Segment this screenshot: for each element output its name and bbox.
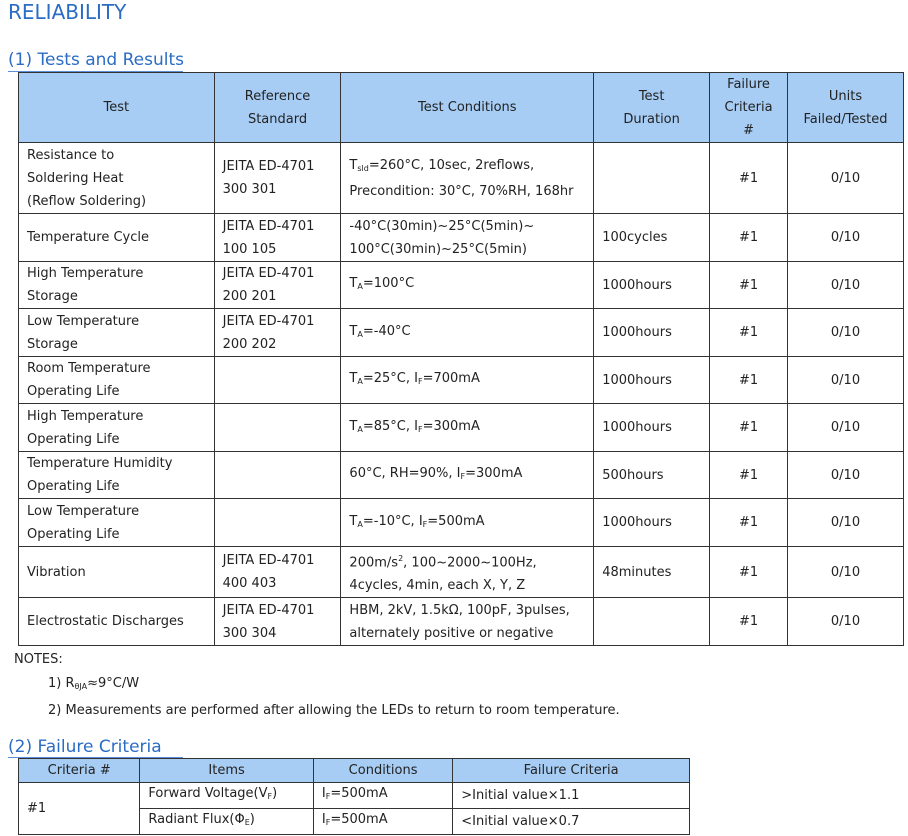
units-failed-tested: 0/10 bbox=[788, 357, 904, 404]
test-conditions: $T_A=100^\circ C$ bbox=[341, 262, 594, 309]
reference-standard bbox=[214, 452, 341, 499]
reference-standard: JEITA ED-4701 300 304 bbox=[214, 598, 341, 646]
test-conditions: HBM, 2kV, 1.5kΩ, 100pF, 3pulses, alternately positive or negative bbox=[341, 598, 594, 646]
test-name: Temperature Humidity Operating Life bbox=[19, 452, 215, 499]
test-name: Low Temperature Operating Life bbox=[19, 499, 215, 547]
table-row bbox=[19, 214, 904, 262]
test-conditions: $200m/s^2$, 100~2000~100Hz, 4cycles, 4min, each X, Y, Z bbox=[341, 547, 594, 598]
test-conditions: $T_{sld}=260^\circ C$, 10sec, 2reflows, Precondition: 30°C, 70%RH, 168hr bbox=[341, 143, 594, 214]
test-duration: 1000hours bbox=[594, 357, 710, 404]
test-duration: 100cycles bbox=[594, 214, 710, 262]
units-failed-tested: 0/10 bbox=[788, 143, 904, 214]
test-name: Resistance to Soldering Heat (Reflow Soldering) bbox=[19, 143, 215, 214]
test-name: Vibration bbox=[19, 547, 215, 598]
header-failure-criteria: Failure Criteria # bbox=[710, 73, 788, 143]
reference-standard bbox=[214, 404, 341, 452]
table-row bbox=[19, 452, 904, 499]
page-title: RELIABILITY bbox=[8, 0, 127, 24]
section-heading-tests: (1) Tests and Results bbox=[8, 50, 184, 70]
failure-criteria: #1 bbox=[710, 404, 788, 452]
units-failed-tested: 0/10 bbox=[788, 214, 904, 262]
test-name: High Temperature Storage bbox=[19, 262, 215, 309]
reference-standard: JEITA ED-4701 300 301 bbox=[214, 143, 341, 214]
table-row bbox=[19, 357, 904, 404]
test-name: Room Temperature Operating Life bbox=[19, 357, 215, 404]
header-conditions: Conditions bbox=[313, 759, 452, 783]
header-test-duration: Test Duration bbox=[594, 73, 710, 143]
test-name: Electrostatic Discharges bbox=[19, 598, 215, 646]
table-row bbox=[19, 547, 904, 598]
test-duration: 48minutes bbox=[594, 547, 710, 598]
test-duration: 1000hours bbox=[594, 499, 710, 547]
header-failure: Failure Criteria bbox=[453, 759, 690, 783]
test-duration: 1000hours bbox=[594, 262, 710, 309]
units-failed-tested: 0/10 bbox=[788, 499, 904, 547]
test-conditions: -40°C(30min)~25°C(5min)~ 100°C(30min)~25°C(5min) bbox=[341, 214, 594, 262]
failure-criteria: #1 bbox=[710, 143, 788, 214]
header-test: Test bbox=[19, 73, 215, 143]
test-name: Low Temperature Storage bbox=[19, 309, 215, 357]
tests-results-table bbox=[18, 72, 904, 646]
failure-criteria: #1 bbox=[710, 262, 788, 309]
test-conditions: $T_A=25^\circ C$, $I_F=700mA$ bbox=[341, 357, 594, 404]
notes-label: NOTES: bbox=[14, 652, 63, 667]
reference-standard: JEITA ED-4701 200 201 bbox=[214, 262, 341, 309]
table-row bbox=[19, 309, 904, 357]
item: Forward $Voltage(V_F)$ bbox=[140, 783, 314, 809]
test-name: Temperature Cycle bbox=[19, 214, 215, 262]
notes-block bbox=[14, 648, 620, 723]
reference-standard bbox=[214, 357, 341, 404]
test-duration: 500hours bbox=[594, 452, 710, 499]
test-conditions: 60°C, RH=90%, $I_F=300mA$ bbox=[341, 452, 594, 499]
units-failed-tested: 0/10 bbox=[788, 452, 904, 499]
table-row bbox=[19, 499, 904, 547]
failure-value: >Initial value×1.1 bbox=[453, 783, 690, 809]
reference-standard: JEITA ED-4701 200 202 bbox=[214, 309, 341, 357]
reference-standard: JEITA ED-4701 400 403 bbox=[214, 547, 341, 598]
test-conditions: $T_A=85^\circ C$, $I_F=300mA$ bbox=[341, 404, 594, 452]
table-row bbox=[19, 598, 904, 646]
note-2: 2) Measurements are performed after allowing the LEDs to return to room temperature. bbox=[48, 703, 620, 718]
condition: $I_F=500mA$ bbox=[313, 809, 452, 835]
units-failed-tested: 0/10 bbox=[788, 262, 904, 309]
table-row bbox=[19, 262, 904, 309]
failure-criteria: #1 bbox=[710, 598, 788, 646]
section-heading-failure-criteria: (2) Failure Criteria bbox=[8, 737, 162, 757]
note-1: 1) $R_{\theta JA}\approx 9^\circ C/W$ bbox=[48, 676, 140, 691]
reference-standard bbox=[214, 499, 341, 547]
test-name: High Temperature Operating Life bbox=[19, 404, 215, 452]
item: Radiant $Flux(\Phi_E)$ bbox=[140, 809, 314, 835]
header-items: Items bbox=[140, 759, 314, 783]
table-header-row bbox=[19, 759, 690, 783]
failure-criteria-table bbox=[18, 758, 690, 835]
header-reference-standard: Reference Standard bbox=[214, 73, 341, 143]
test-conditions: $T_A=-40^\circ C$ bbox=[341, 309, 594, 357]
failure-criteria: #1 bbox=[710, 499, 788, 547]
failure-value: <Initial value×0.7 bbox=[453, 809, 690, 835]
table-row bbox=[19, 143, 904, 214]
units-failed-tested: 0/10 bbox=[788, 404, 904, 452]
table-header-row bbox=[19, 73, 904, 143]
header-criteria: Criteria # bbox=[19, 759, 140, 783]
failure-criteria: #1 bbox=[710, 547, 788, 598]
test-duration bbox=[594, 598, 710, 646]
units-failed-tested: 0/10 bbox=[788, 598, 904, 646]
failure-criteria: #1 bbox=[710, 214, 788, 262]
table-row bbox=[19, 404, 904, 452]
test-duration bbox=[594, 143, 710, 214]
units-failed-tested: 0/10 bbox=[788, 547, 904, 598]
table-row bbox=[19, 783, 690, 809]
header-test-conditions: Test Conditions bbox=[341, 73, 594, 143]
units-failed-tested: 0/10 bbox=[788, 309, 904, 357]
test-duration: 1000hours bbox=[594, 309, 710, 357]
failure-criteria: #1 bbox=[710, 452, 788, 499]
failure-criteria: #1 bbox=[710, 357, 788, 404]
test-duration: 1000hours bbox=[594, 404, 710, 452]
criteria-group: #1 bbox=[19, 783, 140, 835]
header-units: Units Failed/Tested bbox=[788, 73, 904, 143]
condition: $I_F=500mA$ bbox=[313, 783, 452, 809]
test-conditions: $T_A=-10^\circ C$, $I_F=500mA$ bbox=[341, 499, 594, 547]
failure-criteria: #1 bbox=[710, 309, 788, 357]
reference-standard: JEITA ED-4701 100 105 bbox=[214, 214, 341, 262]
